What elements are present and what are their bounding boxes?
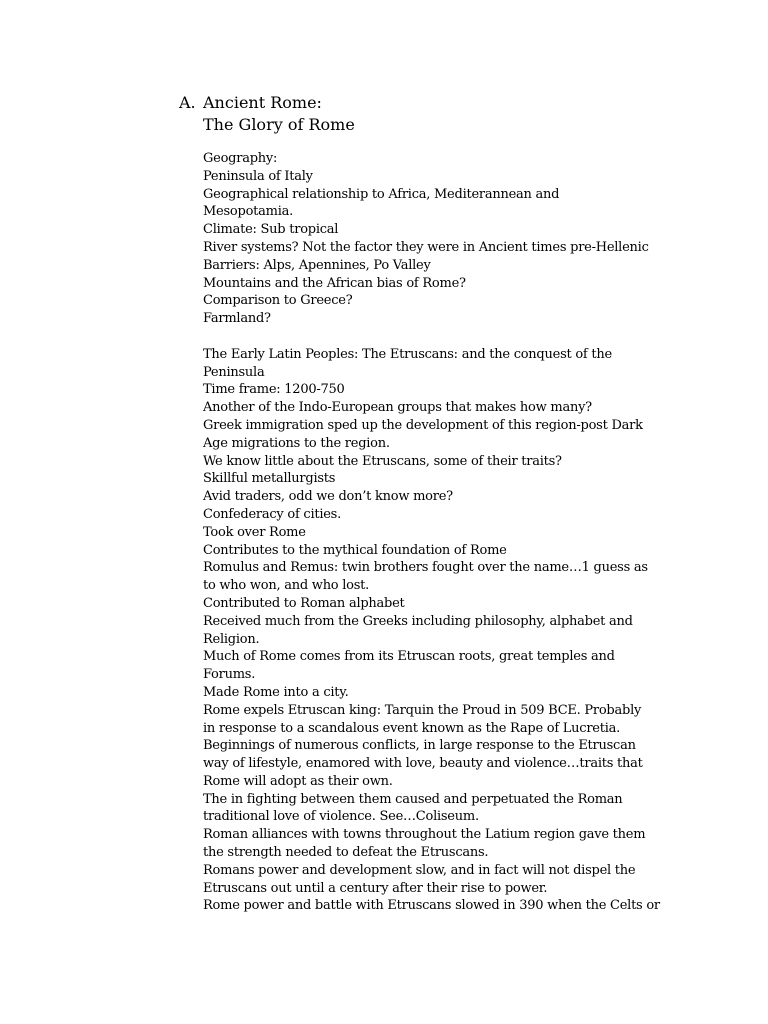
text-line: Farmland? — [203, 311, 271, 327]
text-line: Barriers: Alps, Apennines, Po Valley — [203, 257, 431, 273]
text-line: in response to a scandalous event known as the Rape of Lucretia. — [203, 720, 620, 736]
text-line: Roman alliances with towns throughout the Latium region gave them — [203, 827, 646, 843]
text-line: Contributes to the mythical foundation of Rome — [203, 542, 507, 558]
text-line: We know little about the Etruscans, some of their traits? — [203, 453, 562, 469]
text-line: Geography: — [203, 151, 278, 166]
title-line-1: Ancient Rome: — [203, 93, 322, 112]
text-line: Took over Rome — [203, 524, 306, 540]
text-line: traditional love of violence. See…Coliseum. — [203, 809, 479, 825]
paragraph-gap — [203, 328, 673, 346]
text-line: Peninsula of Italy — [203, 168, 313, 184]
text-line: Age migrations to the region. — [203, 435, 390, 451]
document-body — [203, 150, 673, 915]
text-line: Forums. — [203, 667, 256, 683]
geography-section — [203, 150, 673, 328]
text-line: Rome power and battle with Etruscans slowed in 390 when the Celts or — [203, 898, 660, 914]
text-line: Avid traders, odd we don’t know more? — [203, 489, 453, 505]
text-line: Greek immigration sped up the development of this region-post Dark — [203, 417, 643, 433]
text-line: Mountains and the African bias of Rome? — [203, 275, 466, 291]
text-line: Geographical relationship to Africa, Mediterannean and — [203, 186, 560, 202]
text-line: Peninsula — [203, 364, 265, 380]
text-line: Etruscans out until a century after their rise to power. — [203, 880, 548, 896]
text-line: Climate: Sub tropical — [203, 222, 339, 238]
text-line: way of lifestyle, enamored with love, beauty and violence…traits that — [203, 756, 643, 772]
text-line: The in fighting between them caused and perpetuated the Roman — [203, 791, 623, 807]
text-line: Another of the Indo-European groups that makes how many? — [203, 400, 592, 416]
text-line: Skillful metallurgists — [203, 471, 336, 487]
text-line: Romans power and development slow, and in fact will not dispel the — [203, 862, 636, 878]
text-line: Contributed to Roman alphabet — [203, 595, 405, 611]
title-line-2: The Glory of Rome — [203, 115, 355, 134]
text-line: Rome expels Etruscan king: Tarquin the Proud in 509 BCE. Probably — [203, 702, 642, 718]
text-line: the strength needed to defeat the Etruscans. — [203, 845, 489, 861]
text-line: to who won, and who lost. — [203, 578, 370, 594]
text-line: The Early Latin Peoples: The Etruscans: and the conquest of the — [203, 346, 612, 362]
text-line: Much of Rome comes from its Etruscan roots, great temples and — [203, 649, 615, 665]
etruscans-section — [203, 346, 673, 916]
text-line: Mesopotamia. — [203, 204, 293, 220]
section-title — [203, 92, 355, 136]
text-line: Religion. — [203, 631, 260, 647]
section-marker: A. — [179, 93, 196, 112]
text-line: Beginnings of numerous conflicts, in large response to the Etruscan — [203, 738, 636, 754]
text-line: Rome will adopt as their own. — [203, 773, 393, 789]
text-line: Received much from the Greeks including philosophy, alphabet and — [203, 613, 633, 629]
text-line: Comparison to Greece? — [203, 293, 353, 309]
text-line: Made Rome into a city. — [203, 684, 349, 700]
text-line: Confederacy of cities. — [203, 506, 341, 522]
text-line: Romulus and Remus: twin brothers fought over the name…1 guess as — [203, 560, 648, 576]
text-line: River systems? Not the factor they were in Ancient times pre-Hellenic — [203, 239, 649, 255]
text-line: Time frame: 1200-750 — [203, 382, 345, 398]
